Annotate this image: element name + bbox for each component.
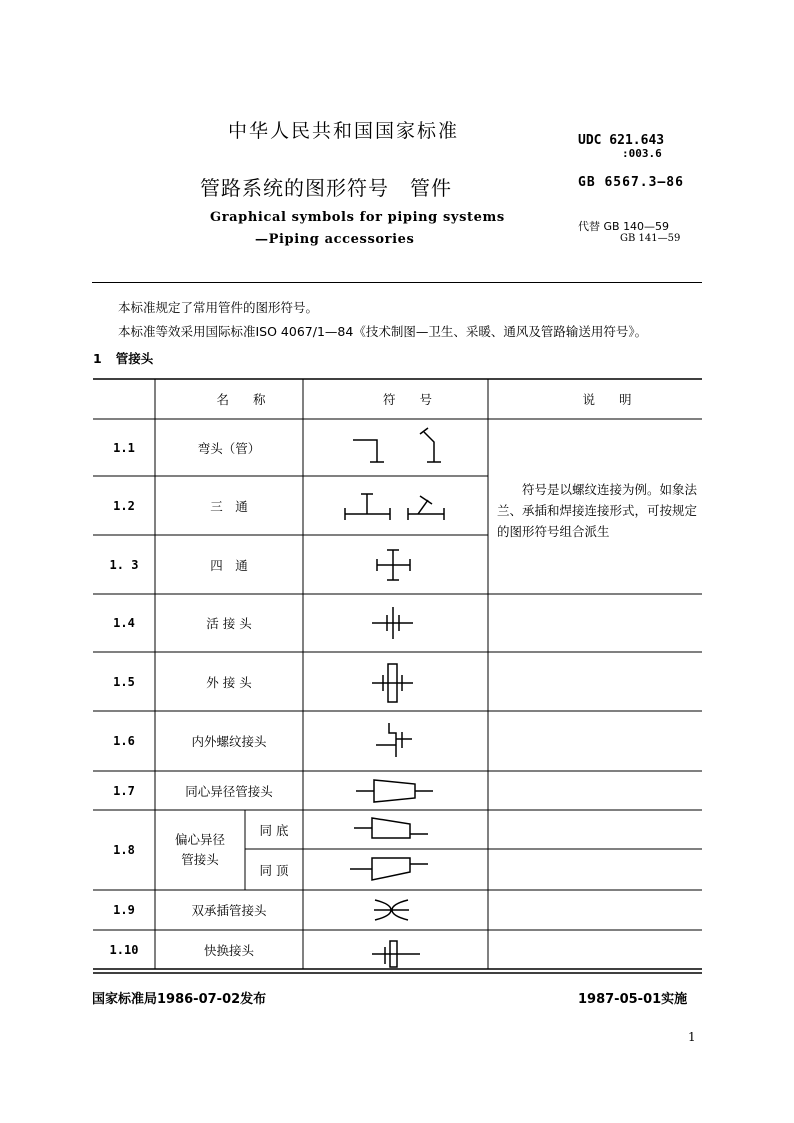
- cross-symbol: [377, 550, 410, 580]
- row-number: 1.9: [113, 903, 135, 917]
- gb-code: GB 6567.3—86: [578, 175, 684, 190]
- concentric-reducer-symbol: [356, 780, 433, 802]
- row-number: 1.10: [109, 942, 139, 957]
- section-heading: 1 管接头: [93, 351, 154, 366]
- eccentric-reducer-flat-top-symbol: [350, 858, 428, 880]
- document-title-en-2: —Piping accessories: [255, 232, 415, 247]
- quick-coupling-symbol: [372, 941, 420, 967]
- elbow-45-symbol: [424, 432, 434, 462]
- pipe-fitting-symbols: [345, 428, 444, 967]
- row-number: 1.7: [113, 783, 135, 798]
- tee-symbol: [345, 494, 390, 520]
- document-title-cn: 管路系统的图形符号 管件: [200, 176, 452, 200]
- intro-paragraph-1: 本标准规定了常用管件的图形符号。: [118, 300, 319, 315]
- row-number: 1. 3: [109, 557, 139, 572]
- replaces-line-2: GB 141—59: [620, 233, 681, 244]
- fitting-name: 四 通: [210, 557, 248, 573]
- row-number: 1.1: [113, 440, 135, 455]
- replaces-line-1: 代替 GB 140—59: [578, 220, 670, 233]
- column-header-name: 名称: [216, 392, 290, 407]
- eccentric-reducer-flat-bottom-symbol: [354, 818, 428, 838]
- column-header-symbol: 符号: [382, 392, 456, 407]
- fitting-subname: 同 顶: [259, 862, 289, 878]
- fitting-name: 内外螺纹接头: [191, 734, 267, 749]
- elbow-symbol: [353, 440, 377, 462]
- coupling-symbol: [372, 664, 413, 702]
- fitting-name: 快换接头: [203, 942, 254, 958]
- document-title-en-1: Graphical symbols for piping systems: [210, 210, 505, 225]
- fitting-name: 活 接 头: [206, 616, 252, 631]
- table-note: 符号是以螺纹连接为例。如象法兰、承插和焊接连接形式，可按规定的图形符号组合派生: [497, 482, 698, 539]
- row-number: 1.5: [113, 674, 135, 689]
- issue-date: 国家标准局1986-07-02发布: [92, 992, 267, 1007]
- effective-date: 1987-05-01实施: [578, 992, 688, 1007]
- fitting-name: 三 通: [210, 498, 248, 514]
- row-number: 1.2: [113, 498, 135, 513]
- national-standard-label: 中华人民共和国国家标准: [228, 120, 460, 142]
- fitting-name: 弯头（管）: [197, 440, 261, 456]
- tee-45-symbol: [408, 496, 444, 520]
- intro-paragraph-2: 本标准等效采用国际标准ISO 4067/1—84《技术制图—卫生、采暖、通风及管路输送用符号》。: [118, 324, 648, 339]
- fitting-name: 外 接 头: [206, 674, 252, 690]
- fitting-name: 同心异径管接头: [185, 783, 273, 799]
- header-rule: [92, 282, 702, 283]
- row-number: 1.4: [113, 616, 135, 630]
- fitting-name: 偏心异径 管接头: [174, 832, 225, 867]
- fitting-name: 双承插管接头: [191, 903, 267, 918]
- union-symbol: [372, 607, 413, 639]
- udc-subcode: :003.6: [622, 147, 662, 160]
- double-socket-symbol: [374, 900, 409, 920]
- page-number: 1: [688, 1030, 696, 1044]
- row-number: 1.6: [113, 734, 135, 748]
- row-number: 1.8: [113, 843, 135, 857]
- fitting-subname: 同 底: [259, 822, 289, 838]
- bushing-symbol: [376, 723, 412, 757]
- udc-code: UDC 621.643: [578, 133, 665, 148]
- column-header-note: 说明: [582, 392, 656, 407]
